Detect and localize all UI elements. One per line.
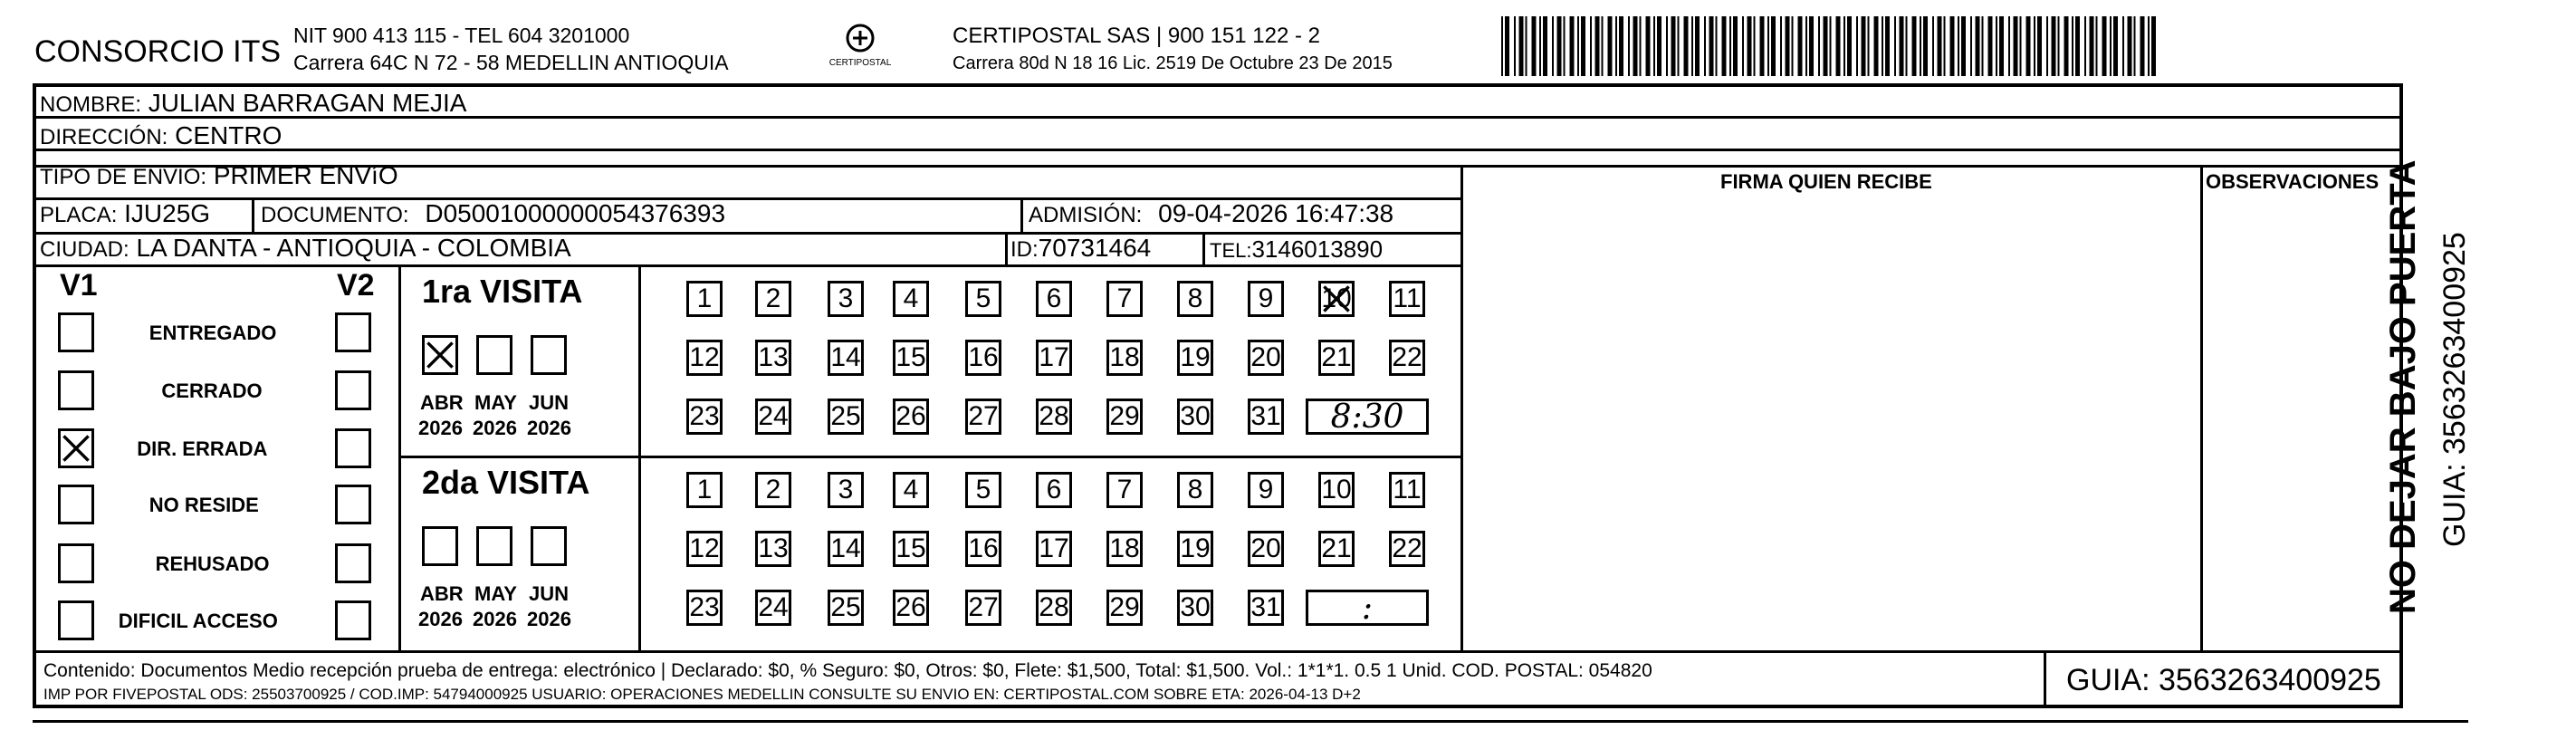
day-box[interactable]: 22 (1389, 531, 1425, 567)
month-label: JUN (529, 582, 570, 605)
month-year: 2026 (418, 417, 463, 439)
month-label: MAY (474, 582, 517, 605)
tipo-row (40, 163, 398, 188)
day-box[interactable]: 27 (965, 399, 1001, 435)
svg-text:CERTIPOSTAL: CERTIPOSTAL (828, 58, 892, 68)
direccion-value: CENTRO (175, 121, 282, 149)
visit-title: 1ra VISITA (422, 273, 583, 310)
day-box[interactable]: 31 (1248, 399, 1284, 435)
day-box[interactable]: 30 (1177, 590, 1213, 626)
admision-row (1029, 201, 1393, 226)
day-box[interactable]: 4 (893, 281, 929, 317)
ciudad-row (40, 235, 571, 261)
time-box[interactable]: 8:30 (1306, 399, 1429, 435)
day-box[interactable]: 5 (965, 281, 1001, 317)
day-box[interactable]: 1 (686, 472, 723, 508)
day-box[interactable]: 28 (1036, 590, 1072, 626)
v2-checkbox[interactable] (335, 428, 371, 468)
day-box[interactable]: 1 (686, 281, 723, 317)
month-checkbox[interactable] (422, 526, 458, 566)
day-box[interactable]: 27 (965, 590, 1001, 626)
month-checkbox[interactable] (476, 526, 512, 566)
month-checkbox[interactable] (531, 335, 567, 375)
day-box[interactable]: 20 (1248, 340, 1284, 376)
day-box[interactable]: 16 (965, 531, 1001, 567)
placa-label: PLACA: (40, 203, 118, 227)
company-nit: NIT 900 413 115 - TEL 604 3201000 (293, 24, 630, 47)
day-box[interactable]: 12 (686, 531, 723, 567)
day-box[interactable]: 8 (1177, 472, 1213, 508)
day-box[interactable]: 18 (1106, 340, 1143, 376)
v1-checkbox[interactable] (58, 312, 94, 352)
direccion-row (40, 123, 282, 149)
day-box[interactable]: 18 (1106, 531, 1143, 567)
day-box[interactable]: 21 (1318, 340, 1355, 376)
status-label: ENTREGADO (148, 322, 277, 344)
day-box[interactable]: 9 (1248, 472, 1284, 508)
placa-value: IJU25G (124, 199, 211, 227)
v1-checkbox[interactable] (58, 370, 94, 410)
status-label: DIR. ERRADA (137, 437, 268, 460)
day-box[interactable]: 19 (1177, 531, 1213, 567)
tel-value: 3146013890 (1251, 235, 1384, 263)
id-value: 70731464 (1038, 234, 1152, 262)
v2-checkbox[interactable] (335, 312, 371, 352)
day-box[interactable]: 13 (755, 531, 791, 567)
direccion-label: DIRECCIÓN: (40, 125, 168, 149)
day-box[interactable]: 21 (1318, 531, 1355, 567)
day-box[interactable]: 16 (965, 340, 1001, 376)
day-box[interactable]: 20 (1248, 531, 1284, 567)
admision-label: ADMISIÓN: (1029, 203, 1143, 227)
day-box[interactable]: 25 (828, 590, 864, 626)
tipo-label: TIPO DE ENVIO: (40, 165, 207, 189)
day-box[interactable]: 15 (893, 531, 929, 567)
day-box[interactable]: 7 (1106, 281, 1143, 317)
certipostal-logo (813, 22, 907, 74)
day-box[interactable]: 6 (1036, 281, 1072, 317)
side-guia: GUIA: 3563263400925 (2437, 232, 2472, 547)
v2-checkbox[interactable] (335, 543, 371, 583)
day-box[interactable]: 3 (828, 281, 864, 317)
day-box[interactable]: 29 (1106, 399, 1143, 435)
time-box[interactable]: : (1306, 590, 1429, 626)
month-label: MAY (474, 391, 517, 414)
v1-checkbox[interactable] (58, 485, 94, 524)
documento-value: D05001000000054376393 (425, 199, 726, 227)
month-year: 2026 (527, 417, 571, 439)
day-box[interactable]: 28 (1036, 399, 1072, 435)
day-box[interactable]: 29 (1106, 590, 1143, 626)
day-box[interactable]: 7 (1106, 472, 1143, 508)
v1-label: V1 (60, 268, 98, 303)
footer-line-1: Contenido: Documentos Medio recepción prueba de entrega: electrónico | Declarado: $0, % Seguro: $0, Otros: $0, Flete: $1,500, Total: $1,500. Vol.: 1*1*1. 0.5 1 Unid. COD. POSTAL: 054820 (43, 660, 1652, 681)
day-box[interactable]: 3 (828, 472, 864, 508)
month-year: 2026 (418, 608, 463, 630)
month-year: 2026 (473, 608, 517, 630)
status-label: DIFICIL ACCESO (118, 610, 278, 632)
day-box[interactable]: 12 (686, 340, 723, 376)
documento-label: DOCUMENTO: (261, 203, 409, 227)
ciudad-value: LA DANTA - ANTIOQUIA - COLOMBIA (136, 234, 571, 262)
day-box[interactable]: 5 (965, 472, 1001, 508)
month-checkbox[interactable] (422, 335, 458, 375)
carrier-name: CERTIPOSTAL SAS | 900 151 122 - 2 (953, 24, 1320, 48)
day-box[interactable]: 23 (686, 399, 723, 435)
carrier-address: Carrera 80d N 18 16 Lic. 2519 De Octubre 23 De 2015 (953, 53, 1393, 73)
day-box[interactable]: 10 (1318, 281, 1355, 317)
footer-line-2: IMP POR FIVEPOSTAL ODS: 25503700925 / COD.IMP: 54794000925 USUARIO: OPERACIONES MEDELLIN CONSULTE SU ENVIO EN: CERTIPOSTAL.COM SOBRE ETA: 2026-04-13 D+2 (43, 686, 1361, 703)
day-box[interactable]: 14 (828, 531, 864, 567)
admision-value: 09-04-2026 16:47:38 (1158, 199, 1394, 227)
v2-checkbox[interactable] (335, 485, 371, 524)
nombre-label: NOMBRE: (40, 92, 142, 117)
day-box[interactable]: 10 (1318, 472, 1355, 508)
visit-title: 2da VISITA (422, 464, 590, 501)
company-name: CONSORCIO ITS (34, 34, 282, 69)
id-row (1010, 235, 1151, 261)
day-box[interactable]: 23 (686, 590, 723, 626)
day-box[interactable]: 24 (755, 399, 791, 435)
v1-checkbox[interactable] (58, 428, 94, 468)
v2-checkbox[interactable] (335, 600, 371, 640)
day-box[interactable]: 9 (1248, 281, 1284, 317)
v1-checkbox[interactable] (58, 543, 94, 583)
side-warning: NO DEJAR BAJO PUERTA (2383, 159, 2423, 614)
day-box[interactable]: 8 (1177, 281, 1213, 317)
day-box[interactable]: 17 (1036, 340, 1072, 376)
ciudad-label: CIUDAD: (40, 237, 129, 262)
day-box[interactable]: 24 (755, 590, 791, 626)
day-box[interactable]: 2 (755, 281, 791, 317)
tel-label: TEL: (1210, 239, 1252, 262)
day-box[interactable]: 26 (893, 590, 929, 626)
documento-row (261, 201, 725, 226)
month-year: 2026 (473, 417, 517, 439)
day-box[interactable]: 22 (1389, 340, 1425, 376)
id-label: ID: (1010, 237, 1039, 262)
observaciones-header: OBSERVACIONES (2206, 170, 2380, 193)
day-box[interactable]: 2 (755, 472, 791, 508)
v2-label: V2 (337, 268, 375, 303)
status-label: CERRADO (161, 379, 263, 402)
day-box[interactable]: 4 (893, 472, 929, 508)
day-box[interactable]: 13 (755, 340, 791, 376)
company-address: Carrera 64C N 72 - 58 MEDELLIN ANTIOQUIA (293, 51, 729, 74)
barcode (1501, 16, 2160, 76)
month-label: JUN (529, 391, 570, 414)
firma-header: FIRMA QUIEN RECIBE (1720, 170, 1932, 193)
day-box[interactable]: 26 (893, 399, 929, 435)
day-box[interactable]: 25 (828, 399, 864, 435)
day-box[interactable]: 11 (1389, 281, 1425, 317)
v1-checkbox[interactable] (58, 600, 94, 640)
status-label: NO RESIDE (148, 494, 259, 516)
month-label: ABR (420, 582, 464, 605)
footer-guia: GUIA: 3563263400925 (2066, 663, 2381, 697)
placa-row (40, 201, 210, 226)
day-box[interactable]: 11 (1389, 472, 1425, 508)
v2-checkbox[interactable] (335, 370, 371, 410)
day-box[interactable]: 30 (1177, 399, 1213, 435)
month-checkbox[interactable] (476, 335, 512, 375)
tel-row (1210, 237, 1383, 261)
day-box[interactable]: 19 (1177, 340, 1213, 376)
nombre-row (40, 91, 466, 116)
nombre-value: JULIAN BARRAGAN MEJIA (148, 89, 467, 117)
tipo-value: PRIMER ENVíO (213, 161, 398, 189)
day-box[interactable]: 6 (1036, 472, 1072, 508)
month-year: 2026 (527, 608, 571, 630)
month-checkbox[interactable] (531, 526, 567, 566)
status-label: REHUSADO (155, 552, 270, 575)
day-box[interactable]: 17 (1036, 531, 1072, 567)
day-box[interactable]: 31 (1248, 590, 1284, 626)
month-label: ABR (420, 391, 464, 414)
day-box[interactable]: 15 (893, 340, 929, 376)
day-box[interactable]: 14 (828, 340, 864, 376)
